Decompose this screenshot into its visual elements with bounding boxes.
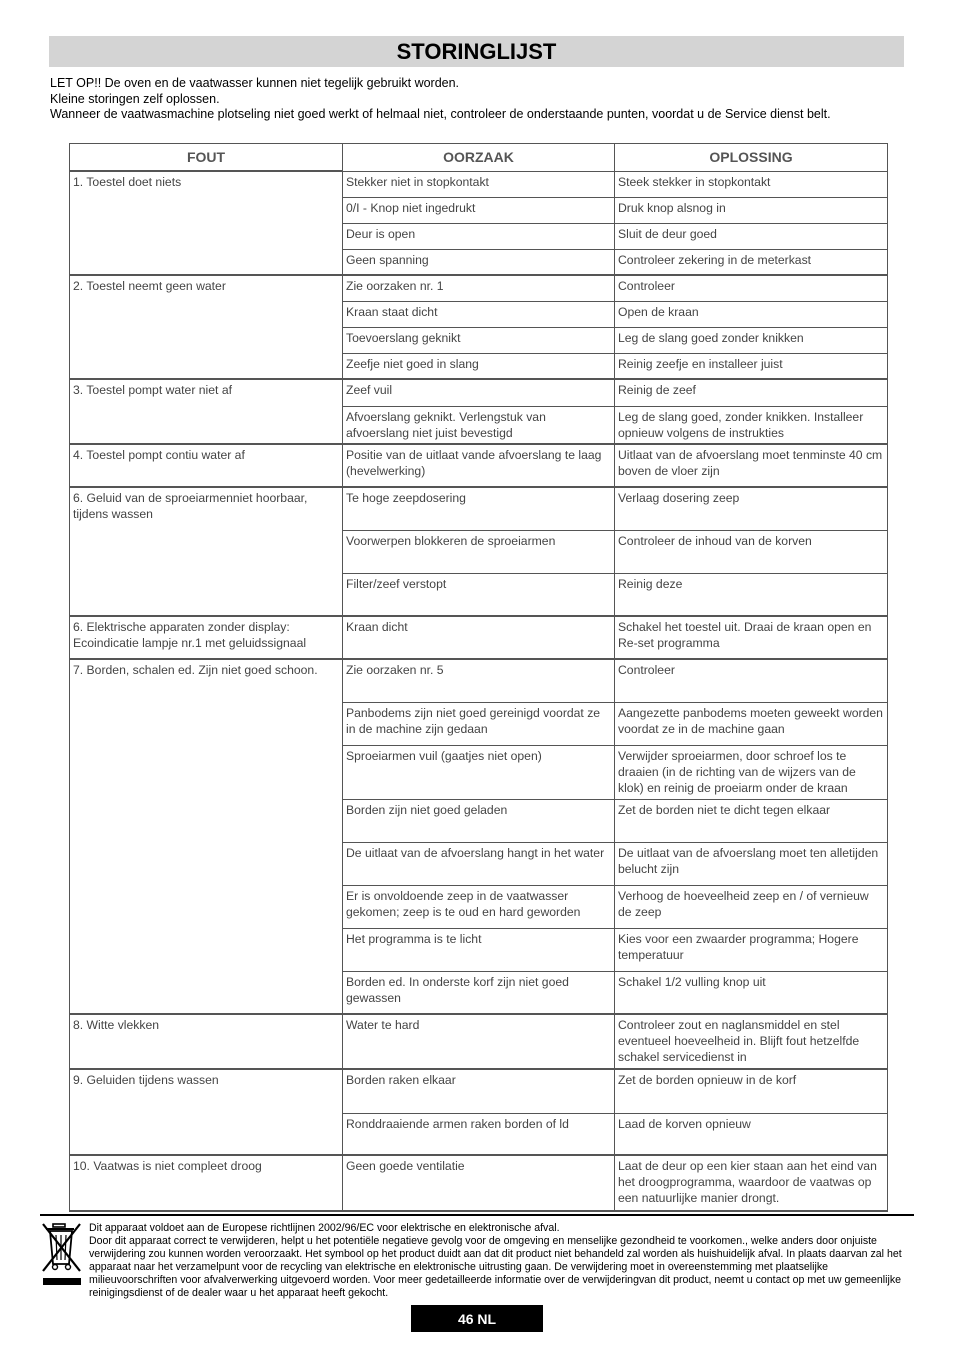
solution-cell: Controleer [615, 659, 888, 702]
fault-cell: 2. Toestel neemt geen water [70, 275, 343, 379]
table-row [70, 1155, 888, 1211]
cause-cell: Ronddraaiende armen raken borden of ld [343, 1113, 615, 1155]
solution-cell: Steek stekker in stopkontakt [615, 171, 888, 197]
solution-cell: Zet de borden opnieuw in de korf [615, 1069, 888, 1113]
solution-cell: Verwijder sproeiarmen, door schroef los te draaien (in de richting van de wijzers van de klok) en reinig de proeiarm onder de kraan [615, 745, 888, 799]
page-title-text: STORINGLIJST [396, 38, 557, 64]
table-row [70, 1014, 888, 1069]
fault-cell: 6. Elektrische apparaten zonder display: Ecoindicatie lampje nr.1 met geluidssignaal [70, 616, 343, 659]
cause-cell: Stekker niet in stopkontakt [343, 171, 615, 197]
solution-cell: Laad de korven opnieuw [615, 1113, 888, 1155]
page-number [411, 1305, 543, 1332]
table-row [70, 487, 888, 530]
solution-cell: Reinig zeefje en installeer juist [615, 353, 888, 379]
fault-table [69, 143, 888, 1212]
cause-cell: Water te hard [343, 1014, 615, 1069]
table-row [70, 444, 888, 487]
solution-cell: Laat de deur op een kier staan aan het eind van het droogprogramma, waardoor de vaatwas op een natuurlijke manier drongt. [615, 1155, 888, 1211]
solution-cell: Schakel het toestel uit. Draai de kraan open en Re-set programma [615, 616, 888, 659]
solution-cell: Aangezette panbodems moeten geweekt worden voordat ze in de machine gaan [615, 702, 888, 745]
solution-cell: Controleer zekering in de meterkast [615, 249, 888, 275]
solution-cell: Zet de borden niet te dicht tegen elkaar [615, 799, 888, 842]
solution-cell: Schakel 1/2 vulling knop uit [615, 971, 888, 1014]
table-body [70, 171, 888, 1211]
solution-cell: Druk knop alsnog in [615, 197, 888, 223]
solution-cell: Verhoog de hoeveelheid zeep en / of vernieuw de zeep [615, 885, 888, 928]
solution-cell: Kies voor een zwaarder programma; Hogere temperatuur [615, 928, 888, 971]
solution-cell: Reinig de zeef [615, 379, 888, 406]
weee-notice [40, 1214, 914, 1299]
solution-cell: De uitlaat van de afvoerslang moet ten alletijden belucht zijn [615, 842, 888, 885]
cause-cell: Zeefje niet goed in slang [343, 353, 615, 379]
cause-cell: 0/I - Knop niet ingedrukt [343, 197, 615, 223]
cause-cell: Zie oorzaken nr. 1 [343, 275, 615, 301]
table-row [70, 171, 888, 197]
cause-cell: Kraan dicht [343, 616, 615, 659]
solution-cell: Open de kraan [615, 301, 888, 327]
table-header-row [70, 144, 888, 172]
table-row [70, 379, 888, 406]
cause-cell: Panbodems zijn niet goed gereinigd voordat ze in de machine zijn gedaan [343, 702, 615, 745]
cause-cell: Toevoerslang geknikt [343, 327, 615, 353]
page-number-text: 46 NL [457, 1310, 497, 1327]
page-title [49, 36, 904, 67]
cause-cell: Sproeiarmen vuil (gaatjes niet open) [343, 745, 615, 799]
intro-text [50, 76, 910, 123]
cause-cell: Geen goede ventilatie [343, 1155, 615, 1211]
solution-cell: Verlaag dosering zeep [615, 487, 888, 530]
table-row [70, 616, 888, 659]
solution-cell: Sluit de deur goed [615, 223, 888, 249]
fault-cell: 6. Geluid van de sproeiarmenniet hoorbaar, tijdens wassen [70, 487, 343, 616]
weee-text [89, 1222, 914, 1300]
header-oplossing: OPLOSSING [615, 144, 888, 172]
cause-cell: Borden ed. In onderste korf zijn niet goed gewassen [343, 971, 615, 1014]
weee-line-2: Door dit apparaat correct te verwijderen, helpt u het potentiële negatieve gevolg voor de omgeving en menselijke gezondheid te voorkomen., welke anders door onjuiste verwijdering zou kunnen worden veroorzaakt. Het symbool op het product duidt aan dat dit product niet behandeld zal worden als huishuidelijk afval. In plaats daarvan zal het apparaat naar het verzamelpunt voor de recycling van elektrische en elektronische uitrusting gaan. De verwijdering moet in overeenstemming met plaatselijke milieuvoorschriften voor afvalverwerking uitgevoerd worden. Voor meer gedetailleerde informatie over de verwijderingvan dit product, neemt u contact op met uw gemeenlijke reinigingsdienst of de dealer waar u het apparaat heeft gekocht. [89, 1235, 902, 1299]
cause-cell: De uitlaat van de afvoerslang hangt in het water [343, 842, 615, 885]
solution-cell: Leg de slang goed zonder knikken [615, 327, 888, 353]
header-fout: FOUT [70, 144, 343, 172]
solution-cell: Controleer de inhoud van de korven [615, 530, 888, 573]
intro-warning: LET OP!! De oven en de vaatwasser kunnen niet tegelijk gebruikt worden. [50, 76, 460, 90]
solution-cell: Controleer zout en naglansmiddel en stel eventueel hoeveelheid in. Blijft fout hetzelfde schakel servicedienst in [615, 1014, 888, 1069]
cause-cell: Positie van de uitlaat vande afvoerslang te laag (hevelwerking) [343, 444, 615, 487]
cause-cell: Borden zijn niet goed geladen [343, 799, 615, 842]
fault-cell: 8. Witte vlekken [70, 1014, 343, 1069]
cause-cell: Filter/zeef verstopt [343, 573, 615, 616]
cause-cell: Geen spanning [343, 249, 615, 275]
fault-cell: 4. Toestel pompt contiu water af [70, 444, 343, 487]
cause-cell: Er is onvoldoende zeep in de vaatwasser gekomen; zeep is te oud en hard geworden [343, 885, 615, 928]
fault-cell: 7. Borden, schalen ed. Zijn niet goed schoon. [70, 659, 343, 1014]
cause-cell: Deur is open [343, 223, 615, 249]
fault-cell: 10. Vaatwas is niet compleet droog [70, 1155, 343, 1211]
cause-cell: Het programma is te licht [343, 928, 615, 971]
fault-cell: 1. Toestel doet niets [70, 171, 343, 275]
table-row [70, 659, 888, 702]
fault-cell: 3. Toestel pompt water niet af [70, 379, 343, 444]
cause-cell: Afvoerslang geknikt. Verlengstuk van afvoerslang niet juist bevestigd [343, 406, 615, 444]
intro-subtitle: Kleine storingen zelf oplossen. [50, 91, 220, 106]
solution-cell: Reinig deze [615, 573, 888, 616]
crossed-bin-icon [40, 1220, 84, 1286]
solution-cell: Leg de slang goed, zonder knikken. Installeer opnieuw volgens de instrukties [615, 406, 888, 444]
fault-cell: 9. Geluiden tijdens wassen [70, 1069, 343, 1155]
table-row [70, 275, 888, 301]
solution-cell: Uitlaat van de afvoerslang moet tenminste 40 cm boven de vloer zijn [615, 444, 888, 487]
cause-cell: Te hoge zeepdosering [343, 487, 615, 530]
cause-cell: Voorwerpen blokkeren de sproeiarmen [343, 530, 615, 573]
cause-cell: Zie oorzaken nr. 5 [343, 659, 615, 702]
cause-cell: Zeef vuil [343, 379, 615, 406]
solution-cell: Controleer [615, 275, 888, 301]
header-oorzaak: OORZAAK [343, 144, 615, 172]
table-row [70, 1069, 888, 1113]
cause-cell: Borden raken elkaar [343, 1069, 615, 1113]
intro-instruction: Wanneer de vaatwasmachine plotseling niet goed werkt of helmaal niet, controleer de onderstaande punten, voordat u de Service dienst belt. [50, 107, 831, 121]
cause-cell: Kraan staat dicht [343, 301, 615, 327]
weee-line-1: Dit apparaat voldoet aan de Europese richtlijnen 2002/96/EC voor elektrische en elektronische afval. [89, 1222, 560, 1234]
